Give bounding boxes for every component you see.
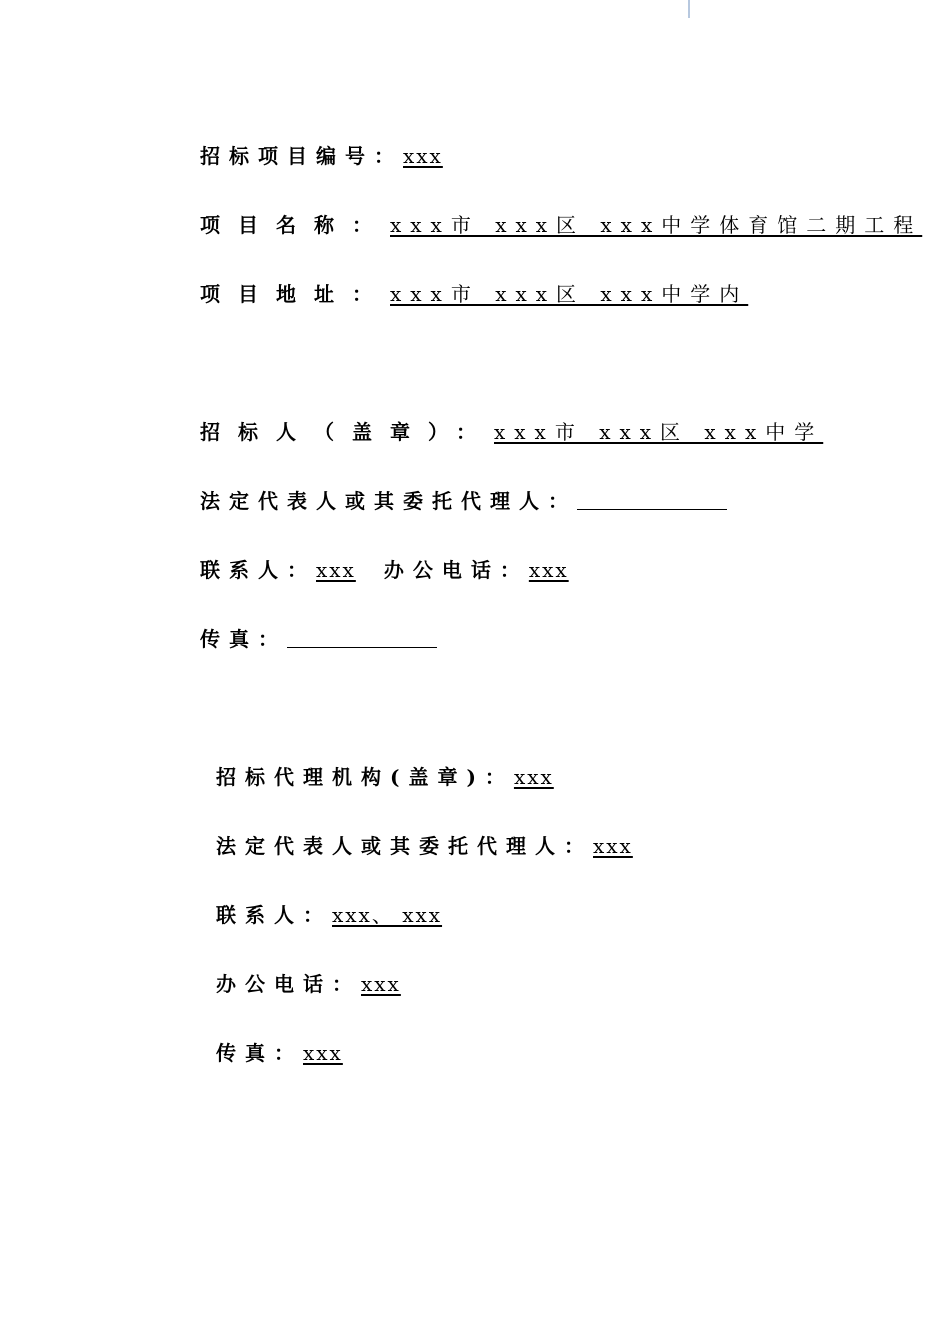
agency-fax-label: 传真： [216, 1041, 303, 1065]
page-corner-mark [688, 0, 690, 18]
project-number-row [200, 142, 443, 170]
tenderer-fax-blank-line [287, 646, 437, 648]
tenderer-contact-value: xxx [316, 558, 356, 582]
agency-legal-rep-value: xxx [593, 834, 633, 858]
tenderer-row [200, 418, 823, 446]
project-address-value: xxx市 xxx区 xxx中学内 [390, 282, 749, 306]
agency-phone-row [216, 970, 401, 998]
agency-contact-row [216, 901, 442, 929]
project-name-row [200, 211, 922, 239]
agency-phone-label: 办公电话： [216, 972, 361, 996]
tenderer-phone-value: xxx [528, 558, 569, 582]
agency-fax-row [216, 1039, 343, 1067]
tenderer-contact-label: 联系人： [200, 558, 316, 582]
tenderer-value: xxx市 xxx区 xxx中学 [494, 420, 824, 444]
agency-contact-value: xxx、 xxx [332, 903, 443, 927]
project-name-label: 项目名称： [200, 213, 390, 237]
agency-value: xxx [513, 765, 554, 789]
project-address-row [200, 280, 748, 308]
tenderer-label: 招标人（盖章）： [200, 420, 494, 444]
agency-label: 招标代理机构(盖章)： [216, 765, 514, 789]
agency-legal-rep-label: 法定代表人或其委托代理人： [216, 834, 593, 858]
project-number-value: xxx [403, 144, 443, 168]
project-name-value: xxx市 xxx区 xxx中学体育馆二期工程 [390, 213, 923, 237]
agency-row [216, 763, 554, 791]
agency-legal-rep-row [216, 832, 633, 860]
tenderer-legal-rep-blank-line [577, 508, 727, 510]
agency-contact-label: 联系人： [216, 903, 332, 927]
tenderer-fax-row [200, 625, 437, 653]
agency-phone-value: xxx [361, 972, 401, 996]
agency-fax-value: xxx [303, 1041, 343, 1065]
project-number-label: 招标项目编号： [200, 144, 403, 168]
tenderer-legal-rep-label: 法定代表人或其委托代理人： [200, 489, 577, 513]
tenderer-fax-label: 传真： [200, 627, 287, 651]
tenderer-contact-row [200, 556, 569, 584]
project-address-label: 项目地址： [200, 282, 390, 306]
tenderer-legal-rep-row [200, 487, 727, 515]
tenderer-phone-label: 办公电话： [383, 558, 529, 582]
